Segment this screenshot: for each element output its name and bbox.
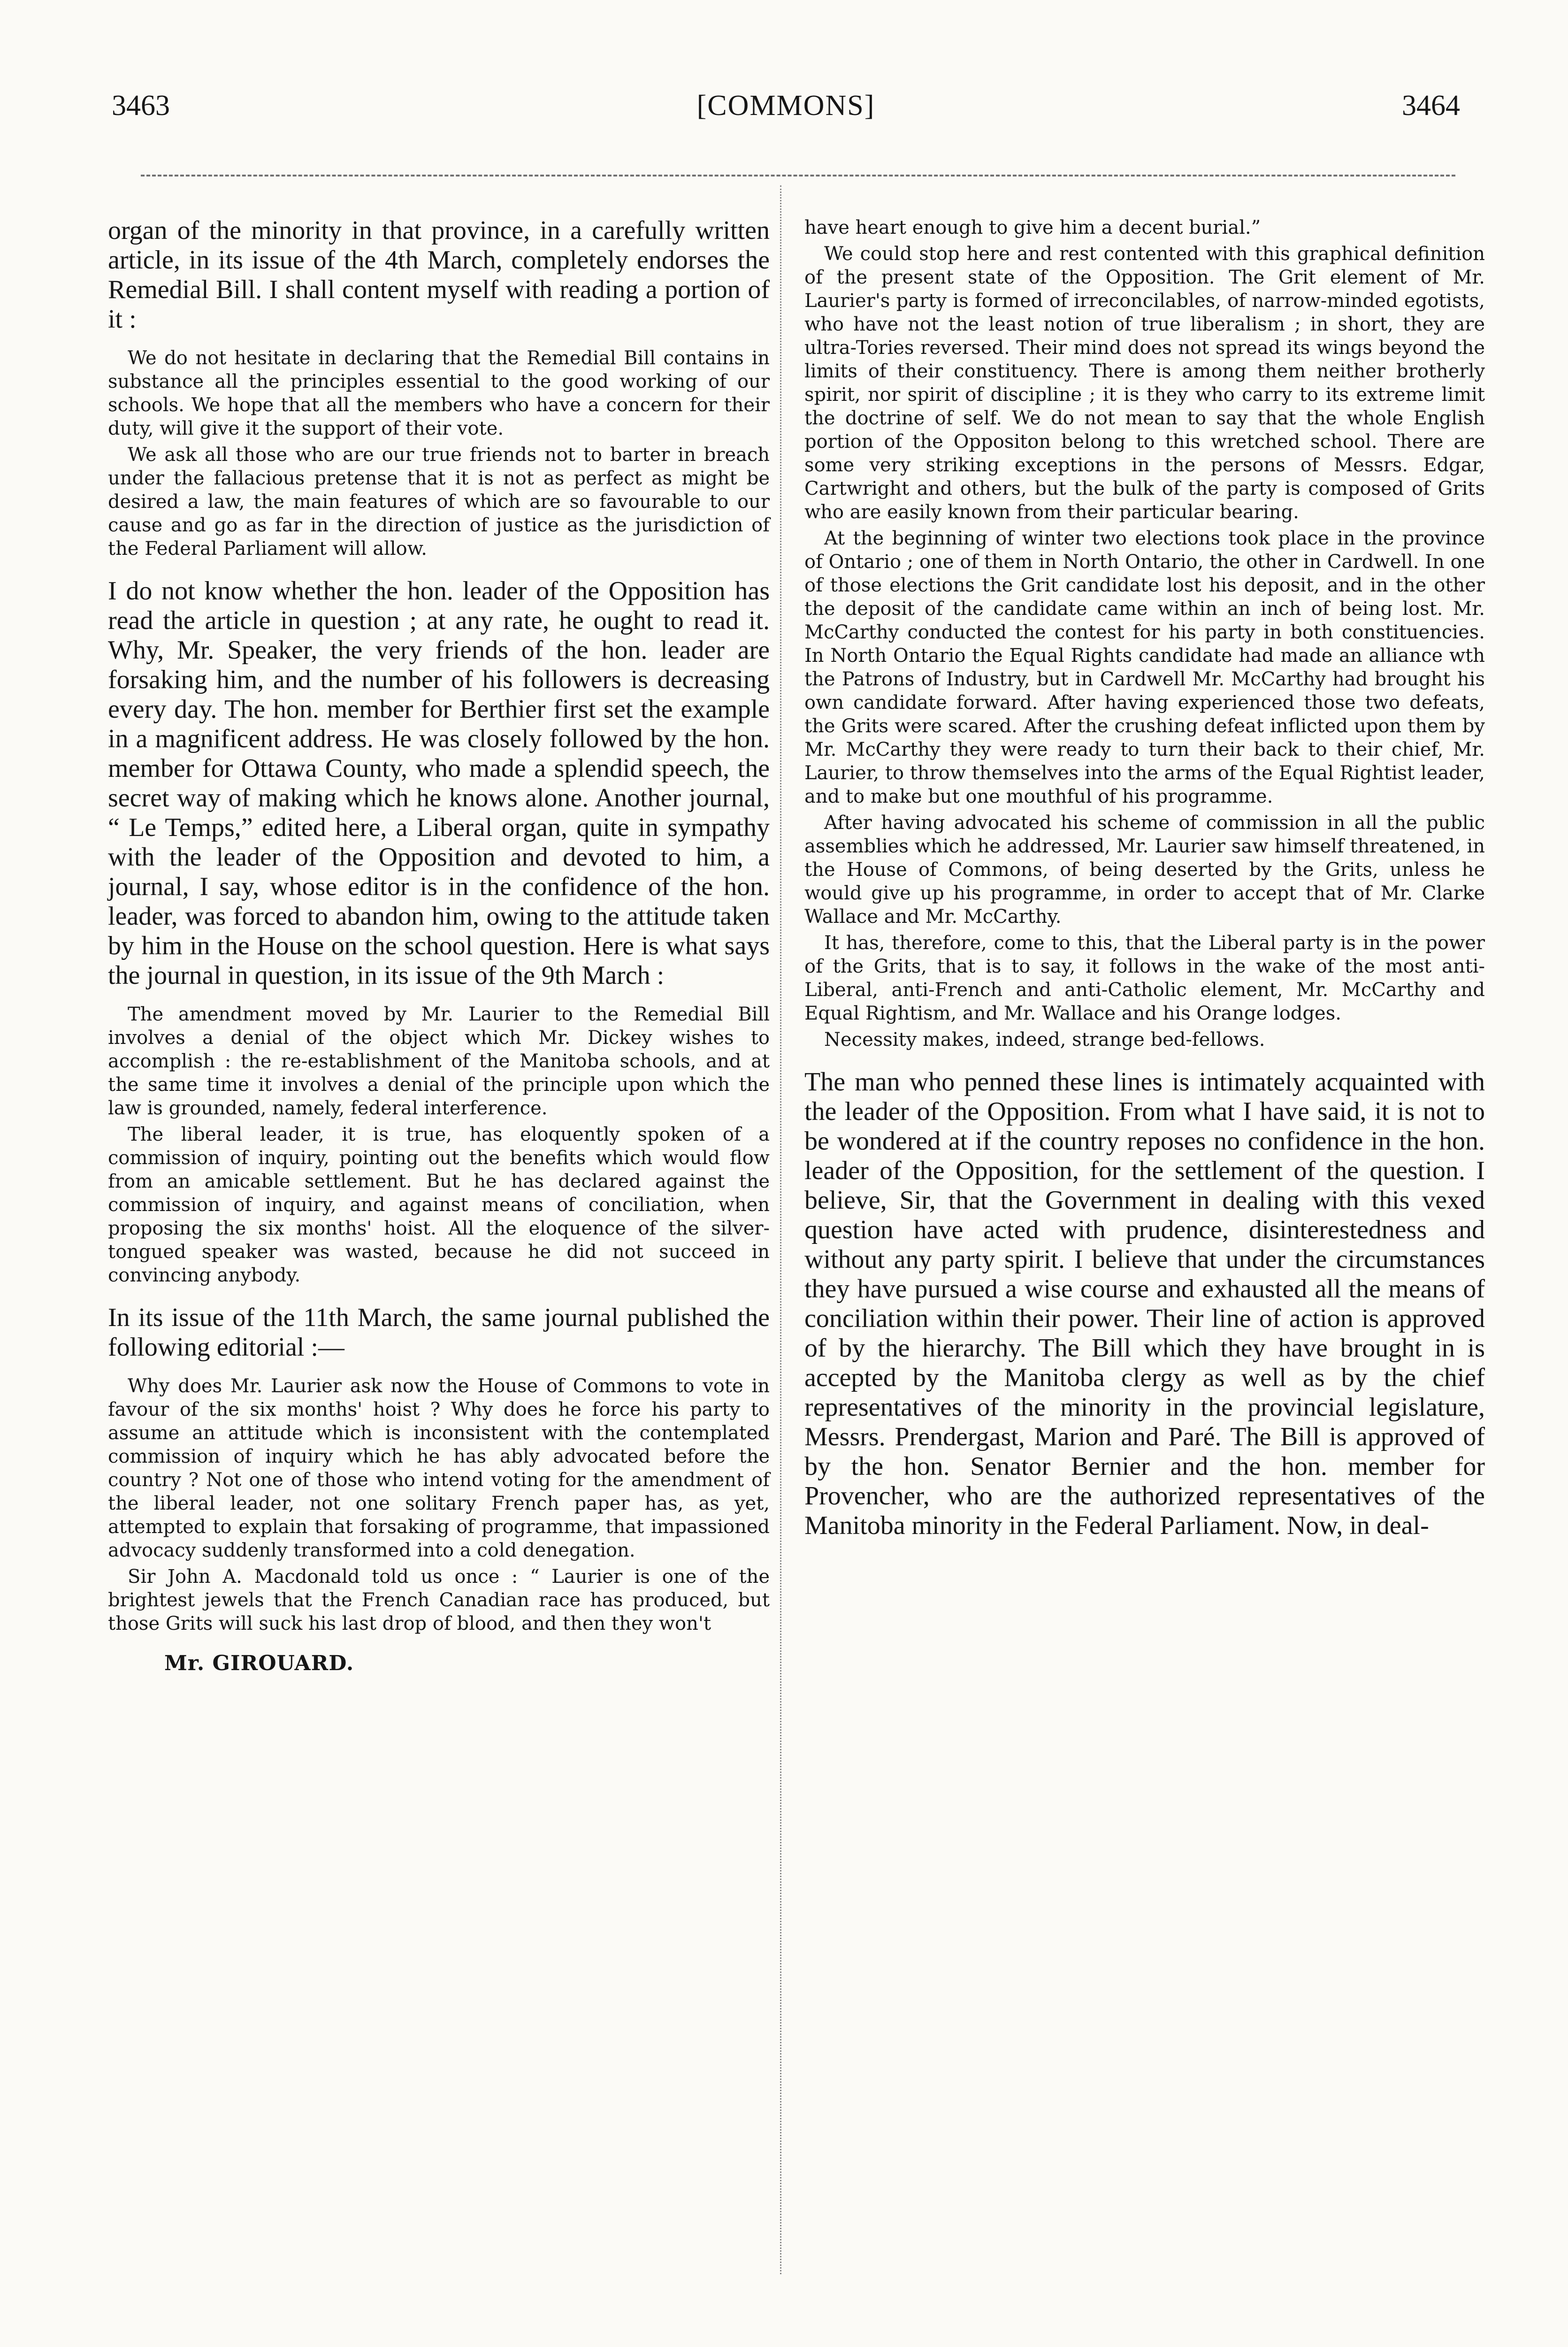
speech-paragraph: The man who penned these lines is intimately acquainted with the leader of the Opposition. From what I have said, it is not to be wondered at if the country reposes no confidence in the hon. leader of the Opposition, for the settlement of the question. I believe, Sir, that the Government in dealing with this vexed question have acted with prudence, disinterestedness and without any party spirit. I believe that under the circumstances they have pursued a wise course and exhausted all the means of conciliation within their power. Their line of action is approved of by the hierarchy. The Bill which they have brought in is accepted by the Manitoba clergy as well as by the chief representatives of the minority in the provincial legislature, Messrs. Prendergast, Marion and Paré. The Bill is approved of by the hon. Senator Bernier and the hon. member for Provencher, who are the authorized representatives of the Manitoba minority in the Federal Parliament. Now, in deal-	[804, 1067, 1485, 1540]
speech-paragraph: In its issue of the 11th March, the same journal published the following editorial :—	[108, 1303, 770, 1362]
quote-paragraph: We do not hesitate in declaring that the Remedial Bill contains in substance all the principles essential to the good working of our schools. We hope that all the members who have a concern for their duty, will give it the support of their vote.	[108, 347, 770, 439]
quote-block-2	[108, 1003, 770, 1287]
page-header	[112, 89, 1460, 131]
page-number-right: 3464	[1402, 90, 1460, 122]
quote-paragraph: The liberal leader, it is true, has eloquently spoken of a commission of inquiry, pointing out the benefits which would flow from an amicable settlement. But he has declared against the commission of inquiry, and against means of conciliation, when proposing the six months' hoist. All the eloquence of the silver-tongued speaker was wasted, because he did not succeed in convincing anybody.	[108, 1124, 770, 1286]
speech-paragraph: I do not know whether the hon. leader of the Opposition has read the article in question ; at any rate, he ought to read it. Why, Mr. Speaker, the very friends of the hon. leader are forsaking him, and the number of his followers is decreasing every day. The hon. member for Berthier first set the example in a magnificent address. He was closely followed by the hon. member for Ottawa County, who made a splendid speech, the secret way of making which he knows alone. Another journal, “ Le Temps,” edited here, a Liberal organ, quite in sympathy with the leader of the Opposition and devoted to him, a journal, I say, whose editor is in the confidence of the hon. leader, was forced to abandon him, owing to the attitude taken by him in the House on the school question. Here is what says the journal in question, in its issue of the 9th March :	[108, 576, 770, 990]
quote-paragraph: Why does Mr. Laurier ask now the House of Commons to vote in favour of the six months' hoist ? Why does he force his party to assume an attitude which is inconsistent with the contemplated commission of inquiry which he has ably advocated before the country ? Not one of those who intend voting for the amendment of the liberal leader, not one solitary French paper has, as yet, attempted to explain that forsaking of programme, that impassioned advocacy suddenly transformed into a cold denegation.	[108, 1375, 770, 1561]
right-column	[804, 216, 1485, 1553]
quote-paragraph: We ask all those who are our true friends not to barter in breach under the fallacious pretense that it is not as perfect as might be desired a law, the main features of which are so favourable to our cause and go as far in the direction of justice as the jurisdiction of the Federal Parliament will allow.	[108, 444, 770, 560]
quote-paragraph: have heart enough to give him a decent burial.”	[804, 217, 1261, 238]
quote-block-continued	[804, 216, 1485, 1051]
column-divider	[780, 185, 781, 2274]
left-column	[108, 216, 770, 1675]
page-title: [COMMONS]	[696, 90, 875, 122]
quote-block-1	[108, 346, 770, 560]
quote-paragraph: Sir John A. Macdonald told us once : “ Laurier is one of the brightest jewels that the French Canadian race has produced, but those Grits will suck his last drop of blood, and then they won't	[108, 1566, 770, 1634]
quote-paragraph: We could stop here and rest contented with this graphical definition of the present state of the Opposition. The Grit element of Mr. Laurier's party is formed of irreconcilables, of narrow-minded egotists, who have not the least notion of true liberalism ; in short, they are ultra-Tories reversed. Their mind does not spread its wings beyond the limits of their constituency. There is among them neither brotherly spirit, nor spirit of discipline ; it is they who carry to its extreme limit the doctrine of self. We do not mean to say that the whole English portion of the Oppositon belong to this wretched school. There are some very striking exceptions in the persons of Messrs. Edgar, Cartwright and others, but the bulk of the party is composed of Grits who are easily known from their particular bearing.	[804, 243, 1485, 523]
quote-block-3	[108, 1374, 770, 1635]
quote-paragraph: Necessity makes, indeed, strange bed-fellows.	[824, 1029, 1265, 1051]
speaker-name: Mr. GIROUARD.	[164, 1651, 354, 1675]
quote-paragraph: It has, therefore, come to this, that the Liberal party is in the power of the Grits, that is to say, it follows in the wake of the most anti-Liberal, anti-French and anti-Catholic element, Mr. McCarthy and Equal Rightism, and Mr. Wallace and his Orange lodges.	[804, 932, 1485, 1024]
quote-paragraph: The amendment moved by Mr. Laurier to the Remedial Bill involves a denial of the object which Mr. Dickey wishes to accomplish : the re-establishment of the Manitoba schools, and at the same time it involves a denial of the principle upon which the law is grounded, namely, federal interference.	[108, 1004, 770, 1119]
intro-paragraph: organ of the minority in that province, in a carefully written article, in its issue of the 4th March, completely endorses the Remedial Bill. I shall content myself with reading a portion of it :	[108, 216, 770, 334]
header-rule	[141, 175, 1455, 176]
page-number-left: 3463	[112, 90, 170, 122]
quote-paragraph: After having advocated his scheme of commission in all the public assemblies which he addressed, Mr. Laurier saw himself threatened, in the House of Commons, of being deserted by the Grits, unless he would give up his programme, in order to accept that of Mr. Clarke Wallace and Mr. McCarthy.	[804, 812, 1485, 928]
quote-paragraph: At the beginning of winter two elections took place in the province of Ontario ; one of them in North Ontario, the other in Cardwell. In one of those elections the Grit candidate lost his deposit, and in the other the deposit of the candidate came within an inch of being lost. Mr. McCarthy conducted the contest for his party in both constituencies. In North Ontario the Equal Rights candidate had made an alliance wth the Patrons of Industry, but in Cardwell Mr. McCarthy had brought his own candidate forward. After having experienced those two defeats, the Grits were scared. After the crushing defeat inflicted upon them by Mr. McCarthy they were ready to turn their back to their chief, Mr. Laurier, to throw themselves into the arms of the Equal Rightist leader, and to make but one mouthful of his programme.	[804, 528, 1485, 807]
